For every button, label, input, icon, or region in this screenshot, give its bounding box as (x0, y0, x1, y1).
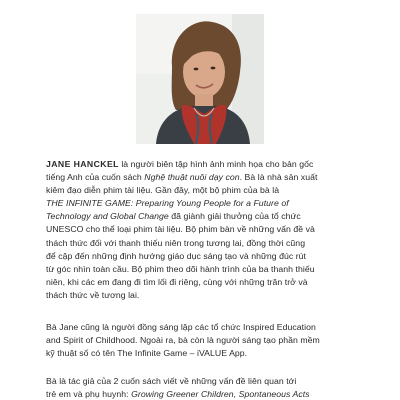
bio-line (46, 210, 364, 223)
bio-text: . Bà là nhà sản xuất (239, 172, 318, 183)
bio-line: niên, khi các em đang đi tìm lối đi riêng, cùng với những trăn trở và (46, 276, 308, 287)
film-title: THE INFINITE GAME: Preparing Young People for a Future of (46, 198, 289, 209)
bio-text: là người biên tập hình ảnh minh họa cho bản gốc (118, 159, 314, 169)
bio-line (46, 158, 364, 171)
bio-line: and Spirit of Childhood. Ngoài ra, bà còn là người sáng tạo phần mềm (46, 335, 320, 346)
bio-paragraph-1 (46, 158, 364, 302)
bio-line: thách thức đối với thanh thiếu niên trong tương lai, đồng thời cũng (46, 237, 306, 248)
bio-line: thách thức về tương lai. (46, 289, 140, 300)
bio-line: để cập đến những định hướng giáo dục sáng tạo và những đúc rút (46, 250, 307, 261)
bio-paragraph-2 (46, 321, 364, 360)
bio-paragraph-3 (46, 375, 364, 400)
portrait-photo-icon (136, 14, 264, 144)
author-name: JANE HANCKEL (46, 159, 119, 169)
bio-text: tiếng Anh của cuốn sách (46, 172, 145, 183)
bio-text: trẻ em và phụ huynh: (46, 389, 132, 400)
bio-line: kỹ thuật số có tên The Infinite Game – iVALUE App. (46, 348, 248, 359)
bio-text: đã giành giải thưởng của tổ chức (168, 211, 301, 222)
book-title: Nghệ thuật nuôi dạy con (144, 172, 240, 183)
bio-line: Bà Jane cũng là người đồng sáng lập các tổ chức Inspired Education (46, 322, 316, 332)
bio-line: Bà là tác giả của 2 cuốn sách viết về những vấn đề liên quan tới (46, 376, 297, 386)
book-titles: Growing Greener Children, Spontaneous Acts (131, 389, 310, 400)
bio-line: từ góc nhìn toàn cầu. Bộ phim theo dõi hành trình của ba thanh thiếu (46, 263, 315, 274)
bio-line (46, 388, 364, 400)
author-portrait (136, 14, 264, 144)
film-title-cont: Technology and Global Change (46, 211, 169, 222)
bio-line: UNESCO cho thể loại phim tài liệu. Bộ phim bàn về những vấn đề và (46, 224, 315, 235)
bio-line: kiêm đạo diễn phim tài liệu. Gần đây, một bộ phim của bà là (46, 185, 280, 196)
bio-line (46, 171, 364, 184)
